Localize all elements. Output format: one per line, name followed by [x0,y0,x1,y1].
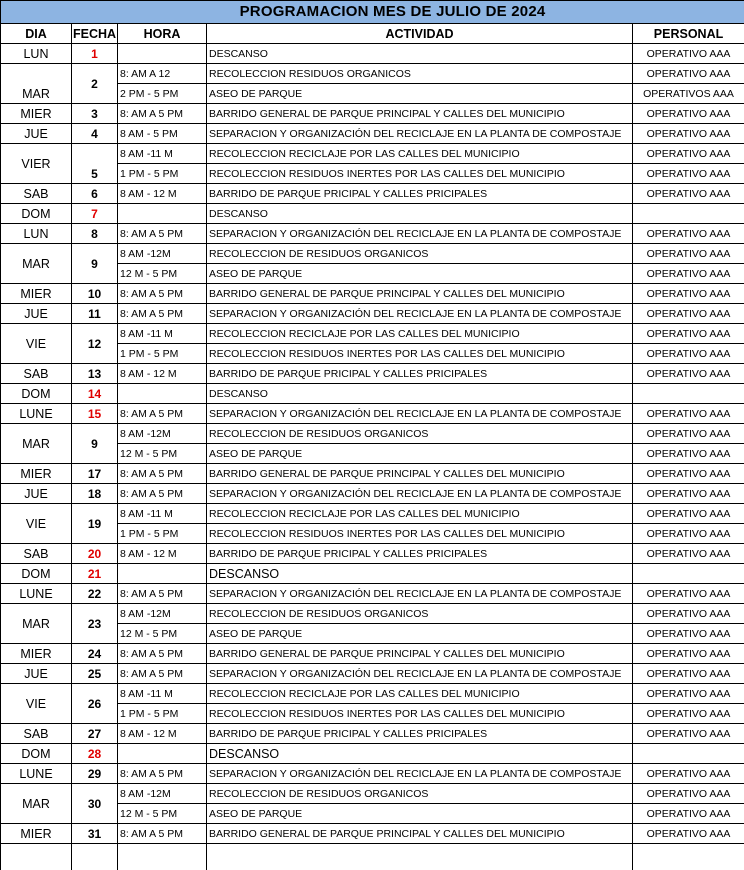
time-cell: 8: AM A 5 PM [118,104,207,124]
table-row [1,104,744,124]
day-cell: DOM [1,384,72,404]
table-row [1,424,744,444]
time-cell: 8: AM A 5 PM [118,284,207,304]
staff-cell [633,564,744,584]
activity-cell: BARRIDO GENERAL DE PARQUE PRINCIPAL Y CALLES DEL MUNICIPIO [207,104,633,124]
table-row [1,744,744,764]
table-row [1,224,744,244]
day-cell: JUE [1,304,72,324]
activity-cell: DESCANSO [207,384,633,404]
table-row [1,284,744,304]
staff-cell: OPERATIVO AAA [633,604,744,624]
header-hora: HORA [118,24,207,44]
staff-cell: OPERATIVO AAA [633,264,744,284]
staff-cell: OPERATIVO AAA [633,484,744,504]
staff-cell: OPERATIVO AAA [633,344,744,364]
activity-cell: RECOLECCION DE RESIDUOS ORGANICOS [207,244,633,264]
activity-cell: ASEO DE PARQUE [207,804,633,824]
staff-cell [633,744,744,764]
table-row [1,584,744,604]
day-cell: VIE [1,324,72,364]
activity-cell: RECOLECCION RESIDUOS INERTES POR LAS CALLES DEL MUNICIPIO [207,704,633,724]
table-row [1,544,744,564]
table-row [1,44,744,64]
time-cell: 8 AM - 12 M [118,544,207,564]
staff-cell: OPERATIVO AAA [633,704,744,724]
date-cell: 28 [72,744,118,764]
date-cell: 13 [72,364,118,384]
table-row [1,64,744,84]
time-cell: 8: AM A 5 PM [118,584,207,604]
day-cell: MAR [1,784,72,824]
activity-cell: ASEO DE PARQUE [207,264,633,284]
day-cell: SAB [1,364,72,384]
blank-row [1,844,744,870]
empty-cell [1,844,72,870]
staff-cell: OPERATIVO AAA [633,164,744,184]
activity-cell: ASEO DE PARQUE [207,84,633,104]
staff-cell: OPERATIVO AAA [633,64,744,84]
activity-cell: ASEO DE PARQUE [207,624,633,644]
activity-cell: RECOLECCION RESIDUOS INERTES POR LAS CALLES DEL MUNICIPIO [207,164,633,184]
date-cell: 27 [72,724,118,744]
date-cell: 25 [72,664,118,684]
day-cell: MIER [1,824,72,844]
date-cell: 29 [72,764,118,784]
staff-cell: OPERATIVO AAA [633,404,744,424]
table-row [1,244,744,264]
table-row [1,604,744,624]
activity-cell: RECOLECCION RESIDUOS INERTES POR LAS CALLES DEL MUNICIPIO [207,524,633,544]
staff-cell: OPERATIVO AAA [633,144,744,164]
staff-cell [633,384,744,404]
table-row [1,124,744,144]
page-title [1,1,744,24]
schedule-body [1,1,744,870]
table-row [1,464,744,484]
date-cell: 5 [72,144,118,184]
activity-cell: RECOLECCION RECICLAJE POR LAS CALLES DEL MUNICIPIO [207,684,633,704]
header-fecha: FECHA [72,24,118,44]
time-cell [118,744,207,764]
table-row [1,564,744,584]
activity-cell: SEPARACION Y ORGANIZACIÓN DEL RECICLAJE EN LA PLANTA DE COMPOSTAJE [207,584,633,604]
date-cell: 9 [72,424,118,464]
staff-cell: OPERATIVO AAA [633,684,744,704]
day-cell: MIER [1,644,72,664]
header-actividad: ACTIVIDAD [207,24,633,44]
activity-cell: BARRIDO DE PARQUE PRICIPAL Y CALLES PRICIPALES [207,544,633,564]
date-cell: 22 [72,584,118,604]
time-cell: 8 AM -12M [118,424,207,444]
day-cell: LUN [1,44,72,64]
staff-cell: OPERATIVOS AAA [633,84,744,104]
table-row [1,324,744,344]
date-cell: 21 [72,564,118,584]
date-cell: 4 [72,124,118,144]
staff-cell: OPERATIVO AAA [633,224,744,244]
date-cell: 9 [72,244,118,284]
time-cell: 8: AM A 5 PM [118,464,207,484]
date-cell: 14 [72,384,118,404]
staff-cell: OPERATIVO AAA [633,664,744,684]
activity-cell: DESCANSO [207,44,633,64]
day-cell: JUE [1,484,72,504]
table-row [1,724,744,744]
date-cell: 10 [72,284,118,304]
time-cell: 8 AM -12M [118,604,207,624]
activity-cell: BARRIDO DE PARQUE PRICIPAL Y CALLES PRICIPALES [207,184,633,204]
day-cell: JUE [1,124,72,144]
time-cell: 8: AM A 5 PM [118,304,207,324]
day-cell: MAR [1,244,72,284]
activity-cell: RECOLECCION DE RESIDUOS ORGANICOS [207,424,633,444]
day-cell: MIER [1,464,72,484]
activity-cell: RECOLECCION RECICLAJE POR LAS CALLES DEL MUNICIPIO [207,504,633,524]
table-row [1,364,744,384]
time-cell: 8: AM A 5 PM [118,484,207,504]
header-personal: PERSONAL [633,24,744,44]
time-cell: 12 M - 5 PM [118,264,207,284]
activity-cell: DESCANSO [207,204,633,224]
date-cell: 8 [72,224,118,244]
activity-cell: RECOLECCION RECICLAJE POR LAS CALLES DEL MUNICIPIO [207,144,633,164]
staff-cell: OPERATIVO AAA [633,504,744,524]
staff-cell: OPERATIVO AAA [633,524,744,544]
day-cell: VIE [1,684,72,724]
time-cell [118,384,207,404]
time-cell: 1 PM - 5 PM [118,524,207,544]
date-cell: 7 [72,204,118,224]
staff-cell: OPERATIVO AAA [633,284,744,304]
date-cell: 19 [72,504,118,544]
activity-cell: ASEO DE PARQUE [207,444,633,464]
time-cell: 8: AM A 5 PM [118,664,207,684]
time-cell: 8 AM -12M [118,244,207,264]
date-cell: 15 [72,404,118,424]
table-row [1,664,744,684]
date-cell: 23 [72,604,118,644]
date-cell: 17 [72,464,118,484]
staff-cell: OPERATIVO AAA [633,304,744,324]
time-cell: 8 AM -11 M [118,684,207,704]
date-cell: 1 [72,44,118,64]
day-cell: MIER [1,104,72,124]
empty-cell [633,844,744,870]
table-row [1,304,744,324]
staff-cell: OPERATIVO AAA [633,124,744,144]
date-cell: 2 [72,64,118,104]
table-row [1,144,744,164]
staff-cell: OPERATIVO AAA [633,544,744,564]
day-cell: LUNE [1,584,72,604]
table-row [1,404,744,424]
staff-cell [633,204,744,224]
page-title-text: PROGRAMACION MES DE JULIO DE 2024 [240,3,546,20]
day-cell: LUNE [1,404,72,424]
day-cell: LUN [1,224,72,244]
time-cell: 8: AM A 5 PM [118,404,207,424]
activity-cell: RECOLECCION DE RESIDUOS ORGANICOS [207,604,633,624]
time-cell [118,564,207,584]
day-cell: DOM [1,204,72,224]
time-cell: 8: AM A 5 PM [118,764,207,784]
day-cell: VIER [1,144,72,184]
activity-cell: BARRIDO DE PARQUE PRICIPAL Y CALLES PRICIPALES [207,364,633,384]
activity-cell: BARRIDO GENERAL DE PARQUE PRINCIPAL Y CALLES DEL MUNICIPIO [207,284,633,304]
table-row [1,384,744,404]
activity-cell: RECOLECCION DE RESIDUOS ORGANICOS [207,784,633,804]
time-cell [118,204,207,224]
staff-cell: OPERATIVO AAA [633,804,744,824]
empty-cell [72,844,118,870]
time-cell: 1 PM - 5 PM [118,344,207,364]
date-cell: 20 [72,544,118,564]
day-cell: SAB [1,724,72,744]
activity-cell: SEPARACION Y ORGANIZACIÓN DEL RECICLAJE EN LA PLANTA DE COMPOSTAJE [207,224,633,244]
table-row [1,484,744,504]
activity-cell: BARRIDO GENERAL DE PARQUE PRINCIPAL Y CALLES DEL MUNICIPIO [207,824,633,844]
time-cell: 8 AM - 5 PM [118,124,207,144]
staff-cell: OPERATIVO AAA [633,364,744,384]
activity-cell: BARRIDO GENERAL DE PARQUE PRINCIPAL Y CALLES DEL MUNICIPIO [207,644,633,664]
header-row [1,24,744,44]
time-cell: 1 PM - 5 PM [118,704,207,724]
staff-cell: OPERATIVO AAA [633,724,744,744]
table-row [1,204,744,224]
time-cell: 8: AM A 5 PM [118,224,207,244]
staff-cell: OPERATIVO AAA [633,824,744,844]
time-cell: 8 AM -11 M [118,504,207,524]
time-cell: 8 AM -12M [118,784,207,804]
staff-cell: OPERATIVO AAA [633,324,744,344]
staff-cell: OPERATIVO AAA [633,584,744,604]
activity-cell: DESCANSO [207,564,633,584]
time-cell: 8 AM - 12 M [118,724,207,744]
activity-cell: SEPARACION Y ORGANIZACIÓN DEL RECICLAJE EN LA PLANTA DE COMPOSTAJE [207,764,633,784]
time-cell: 8: AM A 5 PM [118,644,207,664]
table-row [1,184,744,204]
time-cell: 8 AM - 12 M [118,364,207,384]
date-cell: 6 [72,184,118,204]
day-cell: DOM [1,744,72,764]
activity-cell: SEPARACION Y ORGANIZACIÓN DEL RECICLAJE EN LA PLANTA DE COMPOSTAJE [207,484,633,504]
activity-cell: SEPARACION Y ORGANIZACIÓN DEL RECICLAJE EN LA PLANTA DE COMPOSTAJE [207,404,633,424]
table-row [1,824,744,844]
activity-cell: SEPARACION Y ORGANIZACIÓN DEL RECICLAJE EN LA PLANTA DE COMPOSTAJE [207,304,633,324]
date-cell: 12 [72,324,118,364]
time-cell: 8 AM - 12 M [118,184,207,204]
staff-cell: OPERATIVO AAA [633,644,744,664]
activity-cell: SEPARACION Y ORGANIZACIÓN DEL RECICLAJE EN LA PLANTA DE COMPOSTAJE [207,664,633,684]
staff-cell: OPERATIVO AAA [633,424,744,444]
date-cell: 31 [72,824,118,844]
staff-cell: OPERATIVO AAA [633,184,744,204]
day-cell: JUE [1,664,72,684]
time-cell: 12 M - 5 PM [118,444,207,464]
staff-cell: OPERATIVO AAA [633,444,744,464]
staff-cell: OPERATIVO AAA [633,244,744,264]
staff-cell: OPERATIVO AAA [633,104,744,124]
staff-cell: OPERATIVO AAA [633,764,744,784]
time-cell: 1 PM - 5 PM [118,164,207,184]
table-row [1,504,744,524]
activity-cell: RECOLECCION RECICLAJE POR LAS CALLES DEL MUNICIPIO [207,324,633,344]
date-cell: 11 [72,304,118,324]
day-cell: MIER [1,284,72,304]
date-cell: 3 [72,104,118,124]
staff-cell: OPERATIVO AAA [633,784,744,804]
time-cell: 2 PM - 5 PM [118,84,207,104]
table-row [1,684,744,704]
time-cell: 8 AM -11 M [118,324,207,344]
date-cell: 26 [72,684,118,724]
date-cell: 30 [72,784,118,824]
table-row [1,764,744,784]
day-cell: VIE [1,504,72,544]
time-cell [118,44,207,64]
activity-cell: SEPARACION Y ORGANIZACIÓN DEL RECICLAJE EN LA PLANTA DE COMPOSTAJE [207,124,633,144]
day-cell: MAR [1,424,72,464]
day-cell: SAB [1,544,72,564]
empty-cell [207,844,633,870]
table-row [1,644,744,664]
day-cell: SAB [1,184,72,204]
time-cell: 8: AM A 5 PM [118,824,207,844]
staff-cell: OPERATIVO AAA [633,624,744,644]
day-cell: MAR [1,604,72,644]
activity-cell: DESCANSO [207,744,633,764]
table-row [1,784,744,804]
time-cell: 8: AM A 12 [118,64,207,84]
header-dia: DIA [1,24,72,44]
day-cell: DOM [1,564,72,584]
staff-cell: OPERATIVO AAA [633,464,744,484]
activity-cell: RECOLECCION RESIDUOS INERTES POR LAS CALLES DEL MUNICIPIO [207,344,633,364]
activity-cell: BARRIDO DE PARQUE PRICIPAL Y CALLES PRICIPALES [207,724,633,744]
date-cell: 24 [72,644,118,664]
activity-cell: BARRIDO GENERAL DE PARQUE PRINCIPAL Y CALLES DEL MUNICIPIO [207,464,633,484]
time-cell: 12 M - 5 PM [118,804,207,824]
day-cell: MAR [1,64,72,104]
day-cell: LUNE [1,764,72,784]
staff-cell: OPERATIVO AAA [633,44,744,64]
activity-cell: RECOLECCION RESIDUOS ORGANICOS [207,64,633,84]
time-cell: 12 M - 5 PM [118,624,207,644]
date-cell: 18 [72,484,118,504]
time-cell: 8 AM -11 M [118,144,207,164]
empty-cell [118,844,207,870]
